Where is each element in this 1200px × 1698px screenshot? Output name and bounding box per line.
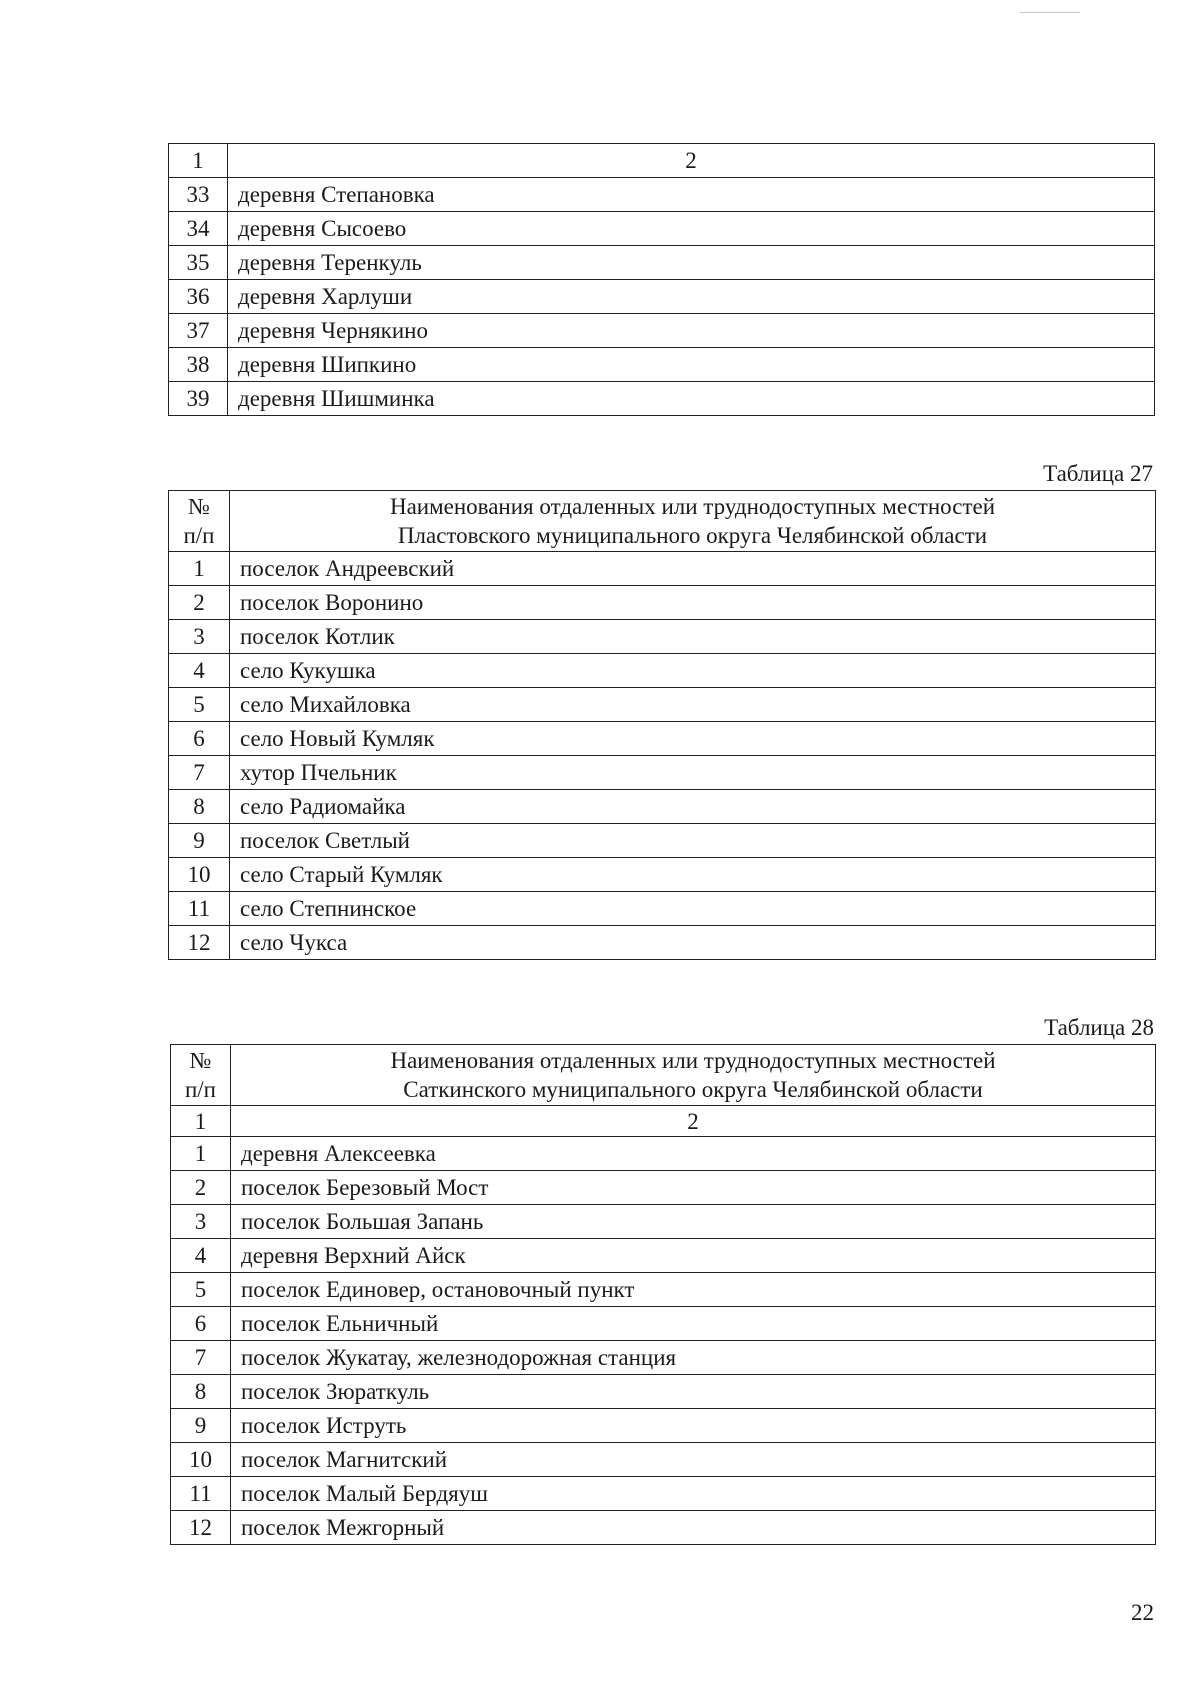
locality-name: село Михайловка [230,688,1156,722]
row-number: 2 [171,1171,231,1205]
table28-caption: Таблица 28 [1044,1015,1154,1040]
table-row [169,178,1155,212]
table-row [169,654,1156,688]
table27-caption: Таблица 27 [1043,461,1153,486]
table-row [169,756,1156,790]
table28-header-name-line2: Саткинского муниципального округа Челябинской области [403,1077,983,1102]
row-number: 39 [169,382,228,416]
table-row [171,1375,1156,1409]
row-number: 6 [169,722,230,756]
row-number: 4 [169,654,230,688]
table-row [171,1443,1156,1477]
locality-name: село Степнинское [230,892,1156,926]
locality-name: деревня Теренкуль [228,246,1155,280]
table-row [169,688,1156,722]
table-row [171,1239,1156,1273]
row-number: 6 [171,1307,231,1341]
row-number: 33 [169,178,228,212]
table-row [169,722,1156,756]
locality-name: поселок Жукатау, железнодорожная станция [231,1341,1156,1375]
table-row [169,892,1156,926]
table-row [169,552,1156,586]
row-number: 8 [171,1375,231,1409]
table28-header-number-line2: п/п [184,1077,216,1102]
locality-name: поселок Андреевский [230,552,1156,586]
table-row [171,1409,1156,1443]
locality-name: поселок Межгорный [231,1511,1156,1545]
table28-numbering-col2: 2 [231,1106,1156,1137]
table-28 [170,1044,1156,1545]
row-number: 34 [169,212,228,246]
table28-header-number-line1: № [189,1048,212,1073]
row-number: 5 [171,1273,231,1307]
table-row [171,1137,1156,1171]
locality-name: поселок Ельничный [231,1307,1156,1341]
row-number: 37 [169,314,228,348]
row-number: 36 [169,280,228,314]
table-row [171,1171,1156,1205]
row-number: 9 [169,824,230,858]
table-continued-body [169,144,1155,416]
table-row [171,1205,1156,1239]
row-number: 5 [169,688,230,722]
table28-numbering-col1: 1 [171,1106,231,1137]
row-number: 10 [169,858,230,892]
row-number: 1 [171,1137,231,1171]
table28-body [171,1137,1156,1545]
row-number: 1 [169,552,230,586]
row-number: 12 [169,926,230,960]
locality-name: село Старый Кумляк [230,858,1156,892]
table27-header-row [169,491,1156,552]
locality-name: поселок Березовый Мост [231,1171,1156,1205]
row-number: 10 [171,1443,231,1477]
locality-name: село Кукушка [230,654,1156,688]
header-col1-number: 1 [169,144,228,178]
locality-name: поселок Магнитский [231,1443,1156,1477]
table28-header-name-line1: Наименования отдаленных или труднодоступных местностей [390,1048,996,1073]
table-row [169,280,1155,314]
row-number: 2 [169,586,230,620]
table28-header-row [171,1045,1156,1106]
table27-header-number-line2: п/п [183,523,215,548]
locality-name: деревня Шипкино [228,348,1155,382]
table-row [171,1273,1156,1307]
locality-name: поселок Котлик [230,620,1156,654]
row-number: 35 [169,246,228,280]
header-col2-number: 2 [228,144,1155,178]
row-number: 3 [171,1205,231,1239]
row-number: 11 [171,1477,231,1511]
row-number: 38 [169,348,228,382]
locality-name: хутор Пчельник [230,756,1156,790]
table28-header-number [171,1045,231,1106]
locality-name: деревня Степановка [228,178,1155,212]
table-row [169,824,1156,858]
row-number: 3 [169,620,230,654]
table-row [169,620,1156,654]
row-number: 4 [171,1239,231,1273]
table-row [169,790,1156,824]
locality-name: деревня Чернякино [228,314,1155,348]
table-row [169,212,1155,246]
table27-header-number [169,491,230,552]
table-row [169,858,1156,892]
table27-header-name-line2: Пластовского муниципального округа Челябинской области [397,523,988,548]
table-row [169,314,1155,348]
table27-header-name-line1: Наименования отдаленных или труднодоступных местностей [389,494,996,519]
locality-name: поселок Большая Запань [231,1205,1156,1239]
table-row [171,1307,1156,1341]
table27-body [169,552,1156,960]
scan-artifact [1020,12,1080,13]
table-row [169,246,1155,280]
locality-name: село Чукса [230,926,1156,960]
table-row [171,1511,1156,1545]
row-number: 9 [171,1409,231,1443]
table-row [169,348,1155,382]
table28-numbering-row [171,1106,1156,1137]
row-number: 8 [169,790,230,824]
locality-name: поселок Единовер, остановочный пункт [231,1273,1156,1307]
locality-name: деревня Алексеевка [231,1137,1156,1171]
locality-name: поселок Зюраткуль [231,1375,1156,1409]
row-number: 12 [171,1511,231,1545]
table-row [169,382,1155,416]
table-header-numbering-row [169,144,1155,178]
locality-name: деревня Шишминка [228,382,1155,416]
locality-name: деревня Харлуши [228,280,1155,314]
row-number: 11 [169,892,230,926]
locality-name: село Новый Кумляк [230,722,1156,756]
page-number: 22 [1131,1600,1154,1625]
locality-name: поселок Воронино [230,586,1156,620]
locality-name: село Радиомайка [230,790,1156,824]
table-row [171,1341,1156,1375]
table27-header-number-line1: № [188,494,210,519]
table-row [169,586,1156,620]
table28-header-name [231,1045,1156,1106]
locality-name: деревня Сысоево [228,212,1155,246]
locality-name: поселок Иструть [231,1409,1156,1443]
table-27 [168,490,1156,960]
table-continued [168,143,1155,416]
row-number: 7 [171,1341,231,1375]
locality-name: поселок Малый Бердяуш [231,1477,1156,1511]
table-row [171,1477,1156,1511]
row-number: 7 [169,756,230,790]
locality-name: поселок Светлый [230,824,1156,858]
table-row [169,926,1156,960]
locality-name: деревня Верхний Айск [231,1239,1156,1273]
table27-header-name [230,491,1156,552]
